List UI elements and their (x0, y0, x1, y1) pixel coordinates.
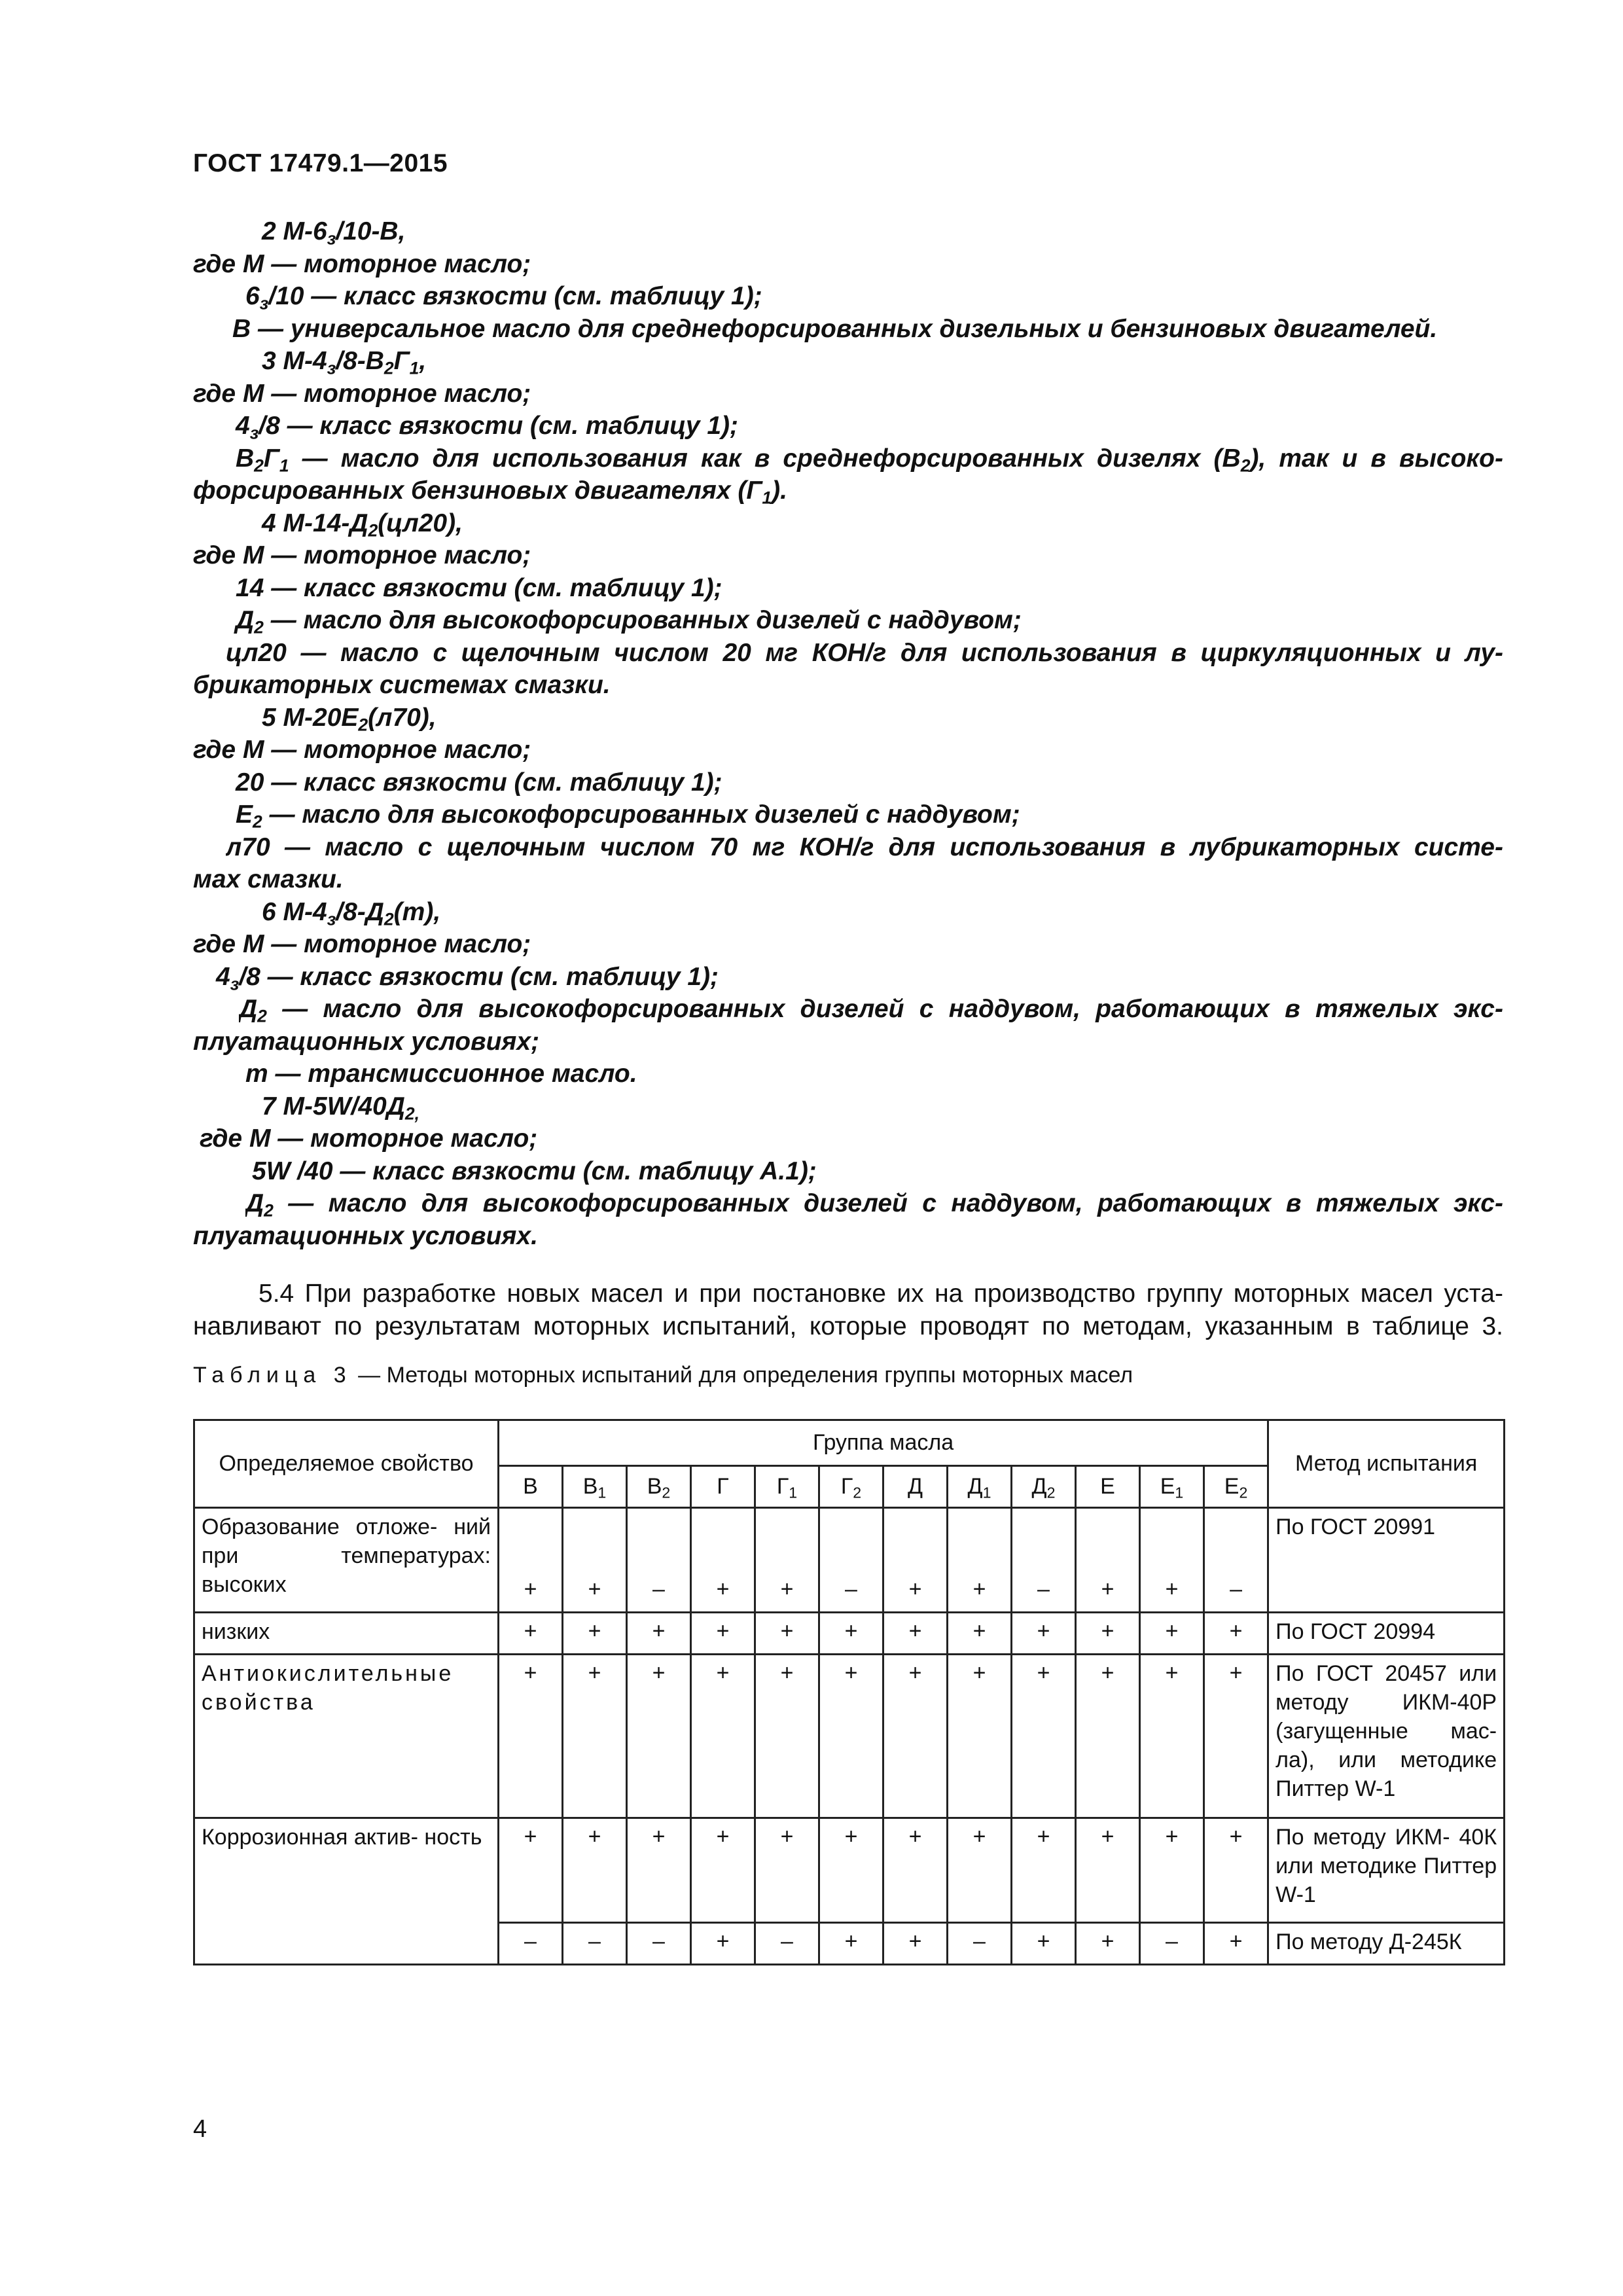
group-value-cell: + (1204, 1818, 1268, 1923)
group-value-cell: + (948, 1818, 1012, 1923)
group-value-cell: + (1140, 1613, 1204, 1655)
group-value-cell: + (1204, 1923, 1268, 1965)
group-code-cell: $В_2$ (627, 1466, 691, 1508)
example-line: $Е_2$ — масло для высокофорсированных дизелей с наддувом; (236, 800, 1020, 832)
group-value-cell: + (1076, 1613, 1140, 1655)
header-test-method: Метод испытания (1268, 1420, 1505, 1508)
group-value-cell: + (1076, 1508, 1140, 1613)
example-line: т — трансмиссионное масло. (245, 1060, 637, 1088)
group-value-cell: + (1140, 1818, 1204, 1923)
group-value-cell: + (691, 1655, 755, 1818)
group-value-cell: – (819, 1508, 883, 1613)
engine-tests-table (193, 1419, 1505, 1965)
document-header: ГОСТ 17479.1—2015 (193, 149, 448, 177)
cell-property-corrosion: Коррозионная актив- ность (194, 1818, 499, 1965)
group-value-cell: + (755, 1818, 819, 1923)
example-line: В — универсальное масло для среднефорсированных дизельных и бензиновых двигателей. (232, 314, 1438, 343)
example-line: брикаторных системах смазки. (193, 671, 611, 699)
group-value-cell: + (883, 1655, 948, 1818)
group-value-cell: – (563, 1923, 627, 1965)
table-row-deposits-low (194, 1613, 1505, 1655)
group-value-cell: + (948, 1655, 1012, 1818)
example-line: где М — моторное масло; (200, 1124, 538, 1153)
test-method-cell: По ГОСТ 20991 (1268, 1508, 1505, 1613)
test-method-cell: По методу ИКМ- 40К или методике Питтер W-1 (1268, 1818, 1505, 1923)
test-method-cell: По ГОСТ 20457 или методу ИКМ-40Р (загущенные мас- ла), или методике Питтер W-1 (1268, 1655, 1505, 1818)
group-value-cell: + (1076, 1655, 1140, 1818)
example-line: $Д_2$ — масло для высокофорсированных дизелей с наддувом, работающих в тяжелых экс- (239, 995, 1503, 1025)
cell-property-deposits (194, 1508, 499, 1613)
cell-property-antioxidant (194, 1655, 499, 1818)
group-value-cell: + (883, 1818, 948, 1923)
page-number: 4 (193, 2115, 207, 2143)
group-value-cell: + (883, 1613, 948, 1655)
group-value-cell: + (883, 1508, 948, 1613)
table-caption-label: Таблица 3 (193, 1363, 352, 1388)
group-value-cell: + (499, 1655, 563, 1818)
group-code-cell: Г (691, 1466, 755, 1508)
group-value-cell: – (948, 1923, 1012, 1965)
group-value-cell: – (1140, 1923, 1204, 1965)
group-value-cell: + (755, 1655, 819, 1818)
group-value-cell: + (755, 1508, 819, 1613)
group-code-cell: Д (883, 1466, 948, 1508)
paragraph-5-4 (193, 1278, 1503, 1343)
group-value-cell: + (1012, 1818, 1076, 1923)
paragraph-line-2: навливают по результатам моторных испытаний, которые проводят по методам, указанным в таблице 3. (193, 1312, 1503, 1340)
example-line: л70 — масло с щелочным числом 70 мг КОН/г для использования в лубрикаторных систе- (226, 833, 1503, 861)
example-line: 5W /40 — класс вязкости (см. таблицу А.1); (252, 1157, 817, 1185)
group-value-cell: + (1012, 1613, 1076, 1655)
paragraph-line-1: 5.4 При разработке новых масел и при постановке их на производство группу моторных масел уста- (259, 1280, 1503, 1308)
prop-antiox-text: Антиокислительные свойства (202, 1661, 454, 1715)
group-value-cell: + (819, 1818, 883, 1923)
example-line: плуатационных условиях; (193, 1027, 540, 1056)
group-value-cell: + (627, 1613, 691, 1655)
group-value-cell: + (948, 1508, 1012, 1613)
example-line: 2 $М-6_з/10-В$, (262, 217, 406, 249)
example-line: плуатационных условиях. (193, 1221, 538, 1250)
example-line: 5 $М-20Е_2(л70)$, (262, 703, 437, 734)
group-value-cell: + (691, 1818, 755, 1923)
group-value-cell: + (691, 1508, 755, 1613)
example-line: где М — моторное масло; (193, 736, 531, 764)
group-code-cell: $Е_1$ (1140, 1466, 1204, 1508)
prop-deposits-text: Образование отложе- ний при температурах: (202, 1515, 491, 1568)
example-line: 6 $М-4_з/8-Д_2(т)$, (262, 897, 441, 929)
group-value-cell: + (499, 1818, 563, 1923)
group-value-cell: + (563, 1818, 627, 1923)
group-value-cell: + (1140, 1508, 1204, 1613)
group-value-cell: + (755, 1613, 819, 1655)
group-value-cell: + (948, 1613, 1012, 1655)
group-value-cell: + (499, 1508, 563, 1613)
example-line: $4_з/8$ — класс вязкости (см. таблицу 1); (216, 962, 719, 994)
group-value-cell: + (627, 1818, 691, 1923)
example-line: 3 $М-4_з/8-В_2Г_1$, (262, 347, 427, 378)
group-value-cell: + (1076, 1818, 1140, 1923)
table-caption-text: — Методы моторных испытаний для определения группы моторных масел (351, 1363, 1133, 1388)
example-line: где М — моторное масло; (193, 379, 531, 408)
table-row-corrosion (194, 1818, 1505, 1923)
group-value-cell: + (563, 1508, 627, 1613)
group-value-cell: + (819, 1613, 883, 1655)
header-oil-group: Группа масла (499, 1420, 1268, 1466)
group-value-cell: + (691, 1923, 755, 1965)
group-value-cell: + (1140, 1655, 1204, 1818)
table-caption (193, 1363, 1133, 1388)
group-value-cell: + (1012, 1923, 1076, 1965)
table-row-deposits-high (194, 1508, 1505, 1613)
example-line: 4 $М-14-Д_2(цл20)$, (262, 509, 463, 540)
cell-property-low: низких (194, 1613, 499, 1655)
group-value-cell: – (755, 1923, 819, 1965)
group-code-cell: $Е_2$ (1204, 1466, 1268, 1508)
example-line: $4_з/8$ — класс вязкости (см. таблицу 1); (236, 412, 739, 443)
example-line: $6_з/10$ — класс вязкости (см. таблицу 1); (245, 282, 762, 314)
group-value-cell: + (563, 1613, 627, 1655)
example-line: цл20 — масло с щелочным числом 20 мг КОН/г для использования в циркуляционных и лу- (226, 638, 1503, 667)
example-line: где М — моторное масло; (193, 541, 531, 569)
test-method-cell: По ГОСТ 20994 (1268, 1613, 1505, 1655)
group-value-cell: + (883, 1923, 948, 1965)
group-value-cell: + (1076, 1923, 1140, 1965)
group-value-cell: + (819, 1655, 883, 1818)
example-line: мах смазки. (193, 865, 344, 893)
group-code-cell: $Д_2$ (1012, 1466, 1076, 1508)
example-line: форсированных бензиновых двигателях $(Г_1)$. (193, 476, 787, 508)
group-value-cell: + (1204, 1655, 1268, 1818)
test-method-cell: По методу Д-245К (1268, 1923, 1505, 1965)
example-line: 14 — класс вязкости (см. таблицу 1); (236, 573, 722, 602)
group-value-cell: + (627, 1655, 691, 1818)
group-value-cell: + (563, 1655, 627, 1818)
example-line: 7 $М-5W/40Д_{2,}$ (262, 1092, 420, 1123)
group-value-cell: – (1012, 1508, 1076, 1613)
header-property: Определяемое свойство (194, 1420, 499, 1508)
prop-high-label: высоких (202, 1572, 287, 1597)
group-value-cell: + (691, 1613, 755, 1655)
group-value-cell: – (1204, 1508, 1268, 1613)
group-value-cell: – (627, 1923, 691, 1965)
group-code-cell: $Г_1$ (755, 1466, 819, 1508)
example-line: $В_2Г_1$ — масло для использования как в среднефорсированных дизелях $(В_2)$, так и в высоко- (236, 444, 1503, 475)
group-code-cell: $Д_1$ (948, 1466, 1012, 1508)
group-value-cell: + (819, 1923, 883, 1965)
example-line: 20 — класс вязкости (см. таблицу 1); (236, 768, 722, 797)
group-code-cell: В (499, 1466, 563, 1508)
example-line: $Д_2$ — масло для высокофорсированных дизелей с наддувом; (236, 606, 1022, 637)
group-value-cell: + (499, 1613, 563, 1655)
group-value-cell: + (1204, 1613, 1268, 1655)
example-line: где М — моторное масло; (193, 930, 531, 958)
group-code-cell: $В_1$ (563, 1466, 627, 1508)
group-value-cell: – (627, 1508, 691, 1613)
group-code-cell: $Г_2$ (819, 1466, 883, 1508)
example-line: где М — моторное масло; (193, 249, 531, 278)
group-value-cell: + (1012, 1655, 1076, 1818)
group-value-cell: – (499, 1923, 563, 1965)
example-line: $Д_2$ — масло для высокофорсированных дизелей с наддувом, работающих в тяжелых экс- (245, 1189, 1503, 1219)
group-code-cell: Е (1076, 1466, 1140, 1508)
table-row-antioxidant (194, 1655, 1505, 1818)
